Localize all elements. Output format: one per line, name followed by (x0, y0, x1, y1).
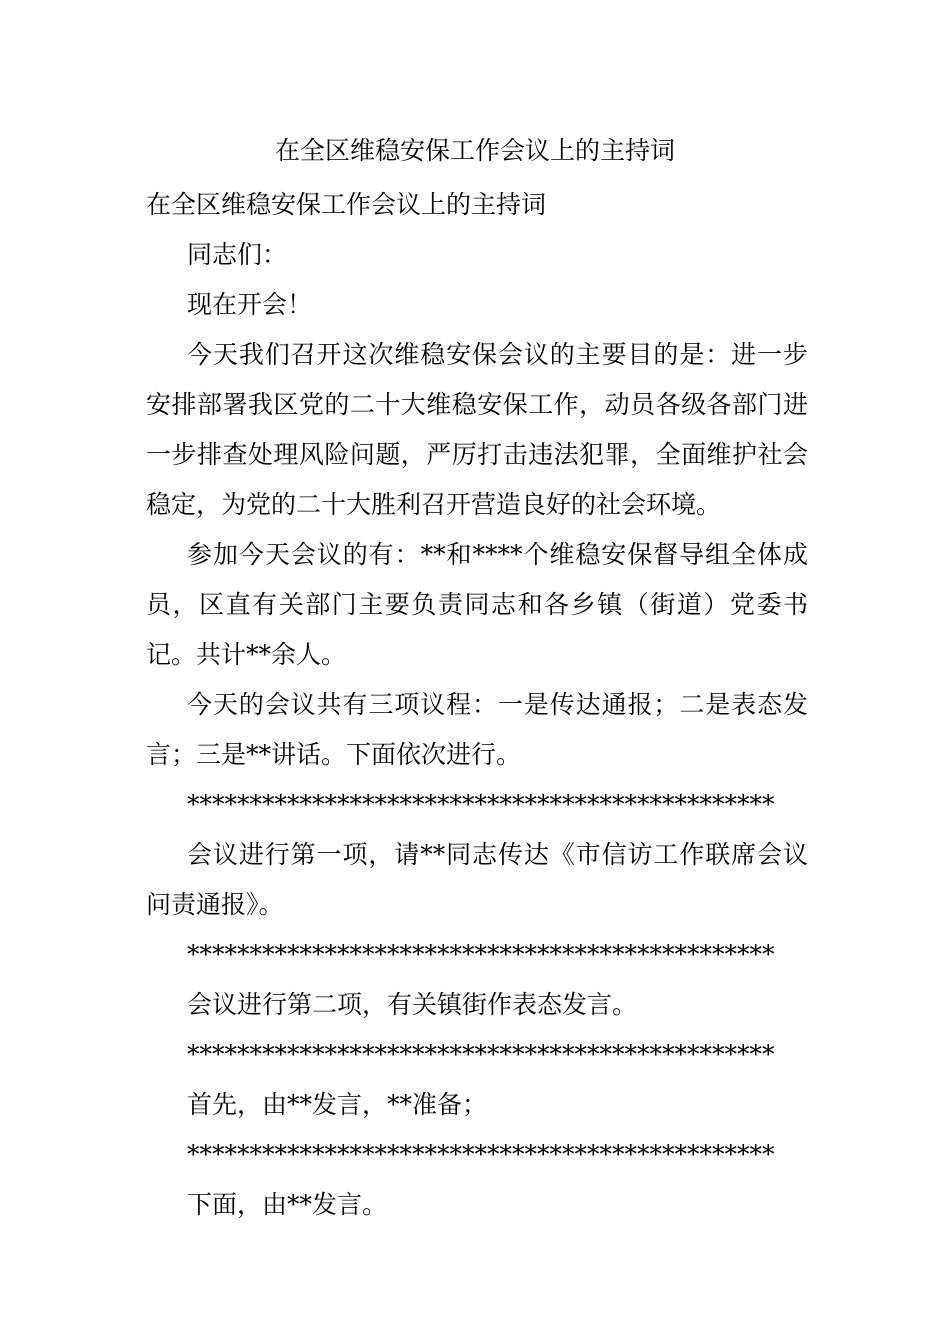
paragraph-attendees: 参加今天会议的有：**和****个维稳安保督导组全体成员，区直有关部门主要负责同志和各乡镇（街道）党委书记。共计**余人。 (146, 540, 808, 669)
document-subtitle: 在全区维稳安保工作会议上的主持词 (146, 190, 547, 219)
separator-line: *********************************************** (187, 790, 775, 819)
paragraph-first-speaker: 首先，由**发言，**准备； (187, 1090, 488, 1119)
paragraph-agenda: 今天的会议共有三项议程：一是传达通报；二是表态发言；三是**讲话。下面依次进行。 (146, 690, 808, 769)
paragraph-next-speaker: 下面，由**发言。 (187, 1190, 388, 1219)
paragraph-item-one: 会议进行第一项，请**同志传达《市信访工作联席会议问责通报》。 (146, 840, 808, 919)
document-body (146, 180, 808, 1230)
document-title: 在全区维稳安保工作会议上的主持词 (274, 136, 675, 165)
separator-line: *********************************************** (187, 1040, 775, 1069)
paragraph-item-two: 会议进行第二项，有关镇街作表态发言。 (187, 990, 638, 1019)
separator-line: *********************************************** (187, 1140, 775, 1169)
paragraph-purpose: 今天我们召开这次维稳安保会议的主要目的是：进一步安排部署我区党的二十大维稳安保工作，动员各级各部门进一步排查处理风险问题，严厉打击违法犯罪，全面维护社会稳定，为党的二十大胜利召开营造良好的社会环境。 (146, 340, 808, 519)
paragraph-greeting: 同志们： (187, 240, 288, 269)
paragraph-opening: 现在开会！ (187, 290, 313, 319)
separator-line: *********************************************** (187, 940, 775, 969)
